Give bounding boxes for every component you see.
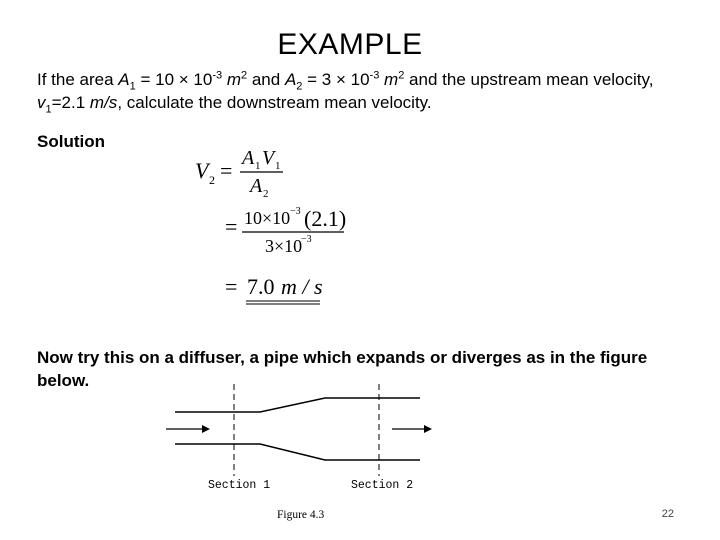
eq1-denominator-area-subscript: 2 (263, 188, 269, 200)
unit-exponent: 2 (398, 69, 405, 82)
equals-sign: = (225, 274, 238, 299)
area-symbol: A (118, 70, 130, 89)
diffuser-prompt: Now try this on a diffuser, a pipe which expands or diverges as in the figure below. (37, 348, 648, 390)
problem-text: = 10 × 10 (135, 70, 213, 89)
problem-text: and the upstream mean velocity, (404, 70, 654, 89)
problem-text: =2.1 (51, 93, 90, 112)
inlet-arrowhead (202, 425, 210, 433)
eq1-numerator-velocity: V (262, 147, 275, 169)
pipe-upper-wall (175, 398, 420, 412)
result-value: 7.0 (247, 274, 275, 299)
exponent: -3 (369, 69, 380, 82)
eq1-numerator-area: A (242, 147, 255, 169)
solution-label: Solution (37, 132, 105, 151)
unit: m (222, 70, 241, 89)
exponent: -3 (212, 69, 223, 82)
eq2-numerator-exponent: −3 (290, 206, 301, 217)
eq1-numerator-velocity-subscript: 1 (275, 160, 281, 172)
diffuser-figure (150, 378, 450, 528)
equals-sign: = (225, 214, 238, 239)
unit-exponent: 2 (241, 69, 248, 82)
velocity-unit: m/s (89, 93, 118, 112)
problem-text: and (247, 70, 285, 89)
eq-lhs-subscript: 2 (209, 173, 215, 187)
slide-title: EXAMPLE (277, 28, 423, 61)
eq-lhs: V (195, 158, 209, 183)
unit: m (379, 70, 399, 89)
figure-caption: Figure 4.3 (277, 509, 325, 521)
eq2-numerator-value: (2.1) (304, 206, 347, 231)
pipe-lower-wall (175, 444, 420, 460)
velocity-subscript: 1 (45, 103, 52, 116)
equals-sign: = (220, 158, 233, 183)
problem-text: If the area (37, 70, 119, 89)
eq1-denominator-area: A (250, 175, 263, 197)
page-number: 22 (661, 508, 674, 520)
velocity-symbol: v (37, 93, 46, 112)
eq1-numerator-area-subscript: 1 (255, 160, 261, 172)
area-subscript: 1 (129, 80, 136, 93)
problem-statement (37, 68, 677, 114)
eq2-denominator: 3×10 (265, 236, 303, 256)
section-1-label: Section 1 (208, 479, 271, 492)
section-2-label: Section 2 (351, 479, 414, 492)
eq2-numerator: 10×10 (244, 208, 291, 228)
area-subscript: 2 (296, 80, 303, 93)
eq2-denominator-exponent: −3 (301, 234, 312, 245)
outlet-arrowhead (424, 425, 432, 433)
area-symbol: A (284, 70, 297, 89)
problem-text: , calculate the downstream mean velocity. (117, 93, 432, 112)
problem-text: = 3 × 10 (302, 70, 370, 89)
result-unit: m / s (281, 274, 323, 299)
solution-equations (190, 140, 390, 320)
